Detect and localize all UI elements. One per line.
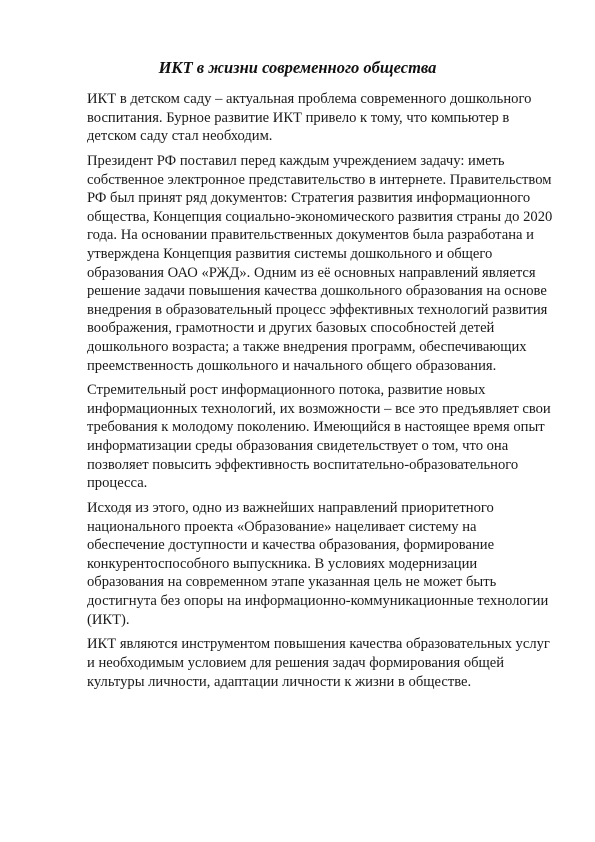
document-title: ИКТ в жизни современного общества — [158, 58, 437, 77]
paragraph-5: ИКТ являются инструментом повышения качества образовательных услуг и необходимым условием для решения задач формирования общей культуры личности, адаптации личности к жизни в обществе. — [87, 636, 550, 690]
paragraph-3: Стремительный рост информационного потока, развитие новых информационных технологий, их возможности – все это предъявляет свои требования к молодому поколению. Имеющийся в настоящее время опыт информатизации среды образования свидетельствует о том, что она позволяет повысить эффективность воспитательно-образовательного процесса. — [87, 382, 551, 492]
paragraph-4: Исходя из этого, одно из важнейших направлений приоритетного национального проекта «Образование» нацеливает систему на обеспечение доступности и качества образования, формирование конкурентоспособного выпускника. В условиях модернизации образования на современном этапе указанная цель не может быть достигнута без опоры на информационно-коммуникационные технологии (ИКТ). — [87, 500, 549, 628]
document-body — [87, 90, 557, 697]
paragraph-1: ИКТ в детском саду – актуальная проблема современного дошкольного воспитания. Бурное развитие ИКТ привело к тому, что компьютер в детском саду стал необходим. — [87, 91, 532, 145]
paragraph-2: Президент РФ поставил перед каждым учреждением задачу: иметь собственное электронное представительство в интернете. Правительством РФ был принят ряд документов: Стратегия развития информационного общества, Концепция социально-экономического развития страны до 2020 года. На основании правительственных документов была разработана и утверждена Концепция развития системы дошкольного и общего образования ОАО «РЖД». Одним из её основных направлений является решение задачи повышения качества дошкольного образования на основе внедрения в образовательный процесс эффективных технологий развития воображения, грамотности и других базовых способностей детей дошкольного возраста; а также внедрения программ, обеспечивающих преемственность дошкольного и начального общего образования. — [87, 152, 553, 374]
